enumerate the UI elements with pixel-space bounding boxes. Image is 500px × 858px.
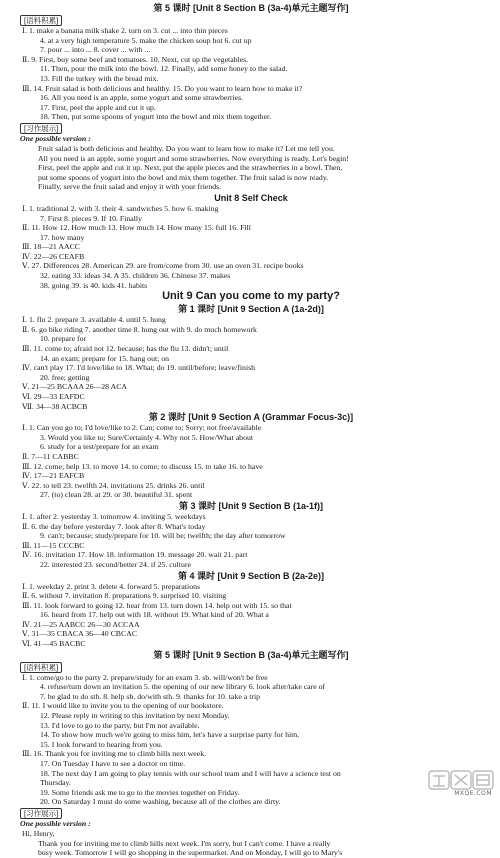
essay-line: Finally, serve the fruit salad and enjoy it with your friends. (38, 182, 222, 192)
essay-line: put some spoons of yogurt into the bowl and mix them together. The fruit salad is now ready. (38, 172, 329, 182)
answer-line: Ⅴ. 21—25 BCAAA 26—28 ACA (22, 382, 128, 392)
answer-line: 11. Then, pour the milk into the bowl. 12. Finally, add some honey to the salad. (40, 64, 288, 74)
answer-line: 20. On Saturday I must do some washing, because all of the clothes are dirty. (40, 797, 281, 807)
answer-line: 7. pour ... into ... 8. cover ... with ... (40, 45, 151, 55)
answer-line: Ⅴ. 22. to tell 23. twelfth 24. invitations 25. drinks 26. until (22, 480, 205, 490)
answer-line: Ⅴ. 27. Differences 28. American 29. are from/come from 30. use an oven 31. recipe books (22, 261, 304, 271)
answer-line: Thursday. (40, 778, 71, 788)
answer-line: Ⅰ. 1. flu 2. prepare 3. available 4. until 5. hung (22, 315, 166, 325)
letter-greeting: Hi, Henry, (22, 828, 55, 838)
answer-line: 16. All you need is an apple, some yogurt and some strawberries. (40, 93, 244, 103)
answer-line: 18. The next day I am going to play tennis with our school team and I will have a science test on (40, 768, 341, 778)
answer-line: Ⅱ. 11. I would like to invite you to the opening of our bookstore. (22, 701, 224, 711)
answer-line: 27. (to) clean 28. at 29. or 30. beautiful 31. spent (40, 490, 193, 500)
answer-line: Ⅳ. can't play 17. I'd love/like to 18. What; do 19. until/before; leave/finish (22, 363, 256, 373)
answer-line: 6. study for a test/prepare for an exam (40, 442, 159, 452)
answer-line: 22. interested 23. second/better 24. if 25. culture (40, 559, 191, 569)
answer-line: 32. eating 33. ideas 34. A 35. children 36. Chinese 37. makes (40, 271, 231, 281)
answer-list (20, 204, 482, 290)
lesson-header: 第 5 课时 [Unit 9 Section B (3a-4)单元主题写作] (153, 649, 349, 660)
answer-line: 13. Fill the turkey with the bread mix. (40, 73, 159, 83)
corpus-tag: [语料积累] (20, 662, 62, 673)
unit-title: Unit 9 Can you come to my party? (162, 290, 340, 303)
answer-line: Ⅲ. 16. Thank you for inviting me to climb hills next week. (22, 749, 207, 759)
answer-line: Ⅳ. 16. invitation 17. How 18. information 19. message 20. wait 21. part (22, 550, 248, 560)
answer-line: Ⅴ. 31—35 CBACA 36—40 CBCAC (22, 629, 138, 639)
answer-line: 10. prepare for (40, 334, 87, 344)
answer-list (20, 26, 482, 122)
lesson-header: 第 1 课时 [Unit 9 Section A (1a-2d)] (178, 304, 324, 315)
answer-line: Ⅱ. 6. the day before yesterday 7. look after 8. What's today (22, 521, 206, 531)
essay-line: Thank you for inviting me to climb hills next week. I'm sorry, but I can't come. I have a really (38, 838, 331, 848)
lesson-header: 第 3 课时 [Unit 9 Section B (1a-1f)] (178, 500, 323, 511)
answer-line: Ⅵ. 29—33 EAFDC (22, 392, 85, 401)
answer-list (20, 315, 482, 411)
answer-line: Ⅰ. 1. weekday 2. print 3. delete 4. forward 5. preparations (22, 581, 201, 591)
answer-list (20, 582, 482, 649)
answer-line: Ⅳ. 21—25 AABCC 26—30 ACCAA (22, 619, 140, 629)
answer-line: 17. First, peel the apple and cut it up. (40, 102, 156, 112)
answer-line: 14. an exam; prepare for 15. hang out; on (40, 353, 170, 363)
answer-line: 12. Please reply in writing to this invitation by next Monday. (40, 711, 230, 721)
answer-line: Ⅱ. 6. without 7. invitation 8. preparations 9. surprised 10. visiting (22, 591, 227, 601)
answer-line: 38. going 39. is 40. kids 41. habits (40, 280, 148, 290)
answer-line: Ⅲ. 14. Fruit salad is both delicious and healthy. 15. Do you want to learn how to make it? (22, 83, 303, 93)
answer-line: Ⅰ. 1. come/go to the party 2. prepare/study for an exam 3. sb. will/won't be free (22, 672, 268, 682)
answer-line: Ⅱ. 11. How 12. How much 13. How much 14. How many 15. full 16. Fill (22, 223, 251, 233)
essay-line: Fruit salad is both delicious and healthy. Do you want to learn how to make it? Let me tell you. (38, 143, 335, 153)
version-label: One possible version : (20, 818, 91, 828)
answer-line: 3. Would you like to; Sure/Certainly 4. Why not 5. How/What about (40, 432, 254, 442)
answer-line: 16. heard from 17. help out with 18. without 19. What kind of 20. What a (40, 610, 269, 620)
essay-line: All you need is an apple, some yogurt and some strawberries. Now everything is ready. Let's begin! (38, 153, 349, 163)
answer-line: 15. I look forward to hearing from you. (40, 739, 163, 749)
watermark-text: MXQE.COM (454, 790, 492, 797)
answer-line: 7. First 8. pieces 9. If 10. Finally (40, 213, 142, 223)
writing-tag: [习作展示] (20, 123, 62, 134)
answer-line: Ⅳ. 22—26 CEAFB (22, 251, 85, 261)
answer-line: Ⅰ. 1. make a banana milk shake 2. turn on 3. cut ... into thin pieces (22, 26, 228, 35)
answer-line: Ⅱ. 6. go bike riding 7. another time 8. hung out with 9. do much homework (22, 324, 257, 334)
version-label: One possible version : (20, 133, 91, 143)
answer-line: 18. Then, put some spoons of yogurt into the bowl and mix them together. (40, 112, 272, 122)
answer-line: Ⅲ. 11. come to; afraid not 12. because; has the flu 13. didn't; until (22, 344, 229, 354)
answer-line: 4. at a very high temperature 5. make the chicken soup hot 6. cut up (40, 35, 252, 45)
answer-list (20, 673, 482, 807)
answer-list (20, 423, 482, 500)
answer-line: Ⅱ. 7—11 CABBC (22, 451, 79, 461)
answer-line: 7. be glad to do sth. 8. help sb. do/with sth. 9. thanks for 10. take a trip (40, 691, 261, 701)
essay (20, 839, 482, 858)
answer-line: 17. On Tuesday I have to see a doctor on time. (40, 759, 186, 768)
answer-line: 19. Some friends ask me to go to the movies together on Friday. (40, 787, 240, 797)
lesson-header: 第 5 课时 [Unit 8 Section B (3a-4)单元主题写作] (153, 3, 349, 13)
answer-line: Ⅳ. 17—21 EAFCB (22, 471, 85, 481)
answer-list (20, 512, 482, 570)
essay-line: busy week. Tomorrow I will go shopping in the supermarket. And on Monday, I will go to Mary's (38, 848, 343, 858)
answer-line: 4. refuse/turn down an invitation 5. the opening of our new library 6. look after/take care of (40, 682, 326, 692)
answer-line: Ⅰ. 1. after 2. yesterday 3. tomorrow 4. inviting 5. weekdays (22, 511, 206, 521)
writing-tag: [习作展示] (20, 808, 62, 819)
answer-line: Ⅲ. 11—15 CCCBC (22, 540, 85, 550)
corpus-tag: [语料积累] (20, 15, 62, 26)
answer-line: 20. free; getting (40, 372, 90, 382)
answer-line: Ⅲ. 12. come; help 13. to move 14. to come; to discuss 15. to take 16. to have (22, 461, 263, 471)
essay-line: First, peel the apple and cut it up. Next, put the apple pieces and the strawberries in a bowl. Then, (38, 163, 343, 173)
essay (20, 144, 482, 192)
answer-line: Ⅰ. 1. traditional 2. with 3. their 4. sandwiches 5. how 6. making (22, 203, 219, 213)
lesson-header: 第 2 课时 [Unit 9 Section A (Grammar Focus-3c)] (148, 412, 354, 423)
answer-line: Ⅶ. 34—38 ACBCB (22, 401, 88, 411)
answer-line: 9. can't; because; study/prepare for 10. will be; twelfth; the day after tomorrow (40, 531, 286, 541)
answer-line: Ⅵ. 41—45 BACBC (22, 639, 86, 649)
self-check-header: Unit 8 Self Check (214, 192, 288, 203)
answer-line: Ⅱ. 9. First, buy some beef and tomatoes. 10. Next, cut up the vegetables. (22, 54, 249, 64)
lesson-header: 第 4 课时 [Unit 9 Section B (2a-2e)] (177, 570, 325, 581)
answer-line: Ⅰ. 1. Can you go to; I'd love/like to 2. Can; come to; Sorry; not free/available (22, 423, 262, 433)
answer-line: 17. how many (40, 232, 85, 242)
answer-line: 13. I'd love to go to the party, but I'm not available. (40, 720, 200, 730)
answer-line: 14. To show how much we're going to miss him, let's have a surprise party for him. (40, 730, 300, 740)
answer-line: Ⅲ. 11. look forward to going 12. hear from 13. turn down 14. help out with 15. so that (22, 600, 292, 610)
answer-line: Ⅲ. 18—21 AACC (22, 242, 80, 252)
